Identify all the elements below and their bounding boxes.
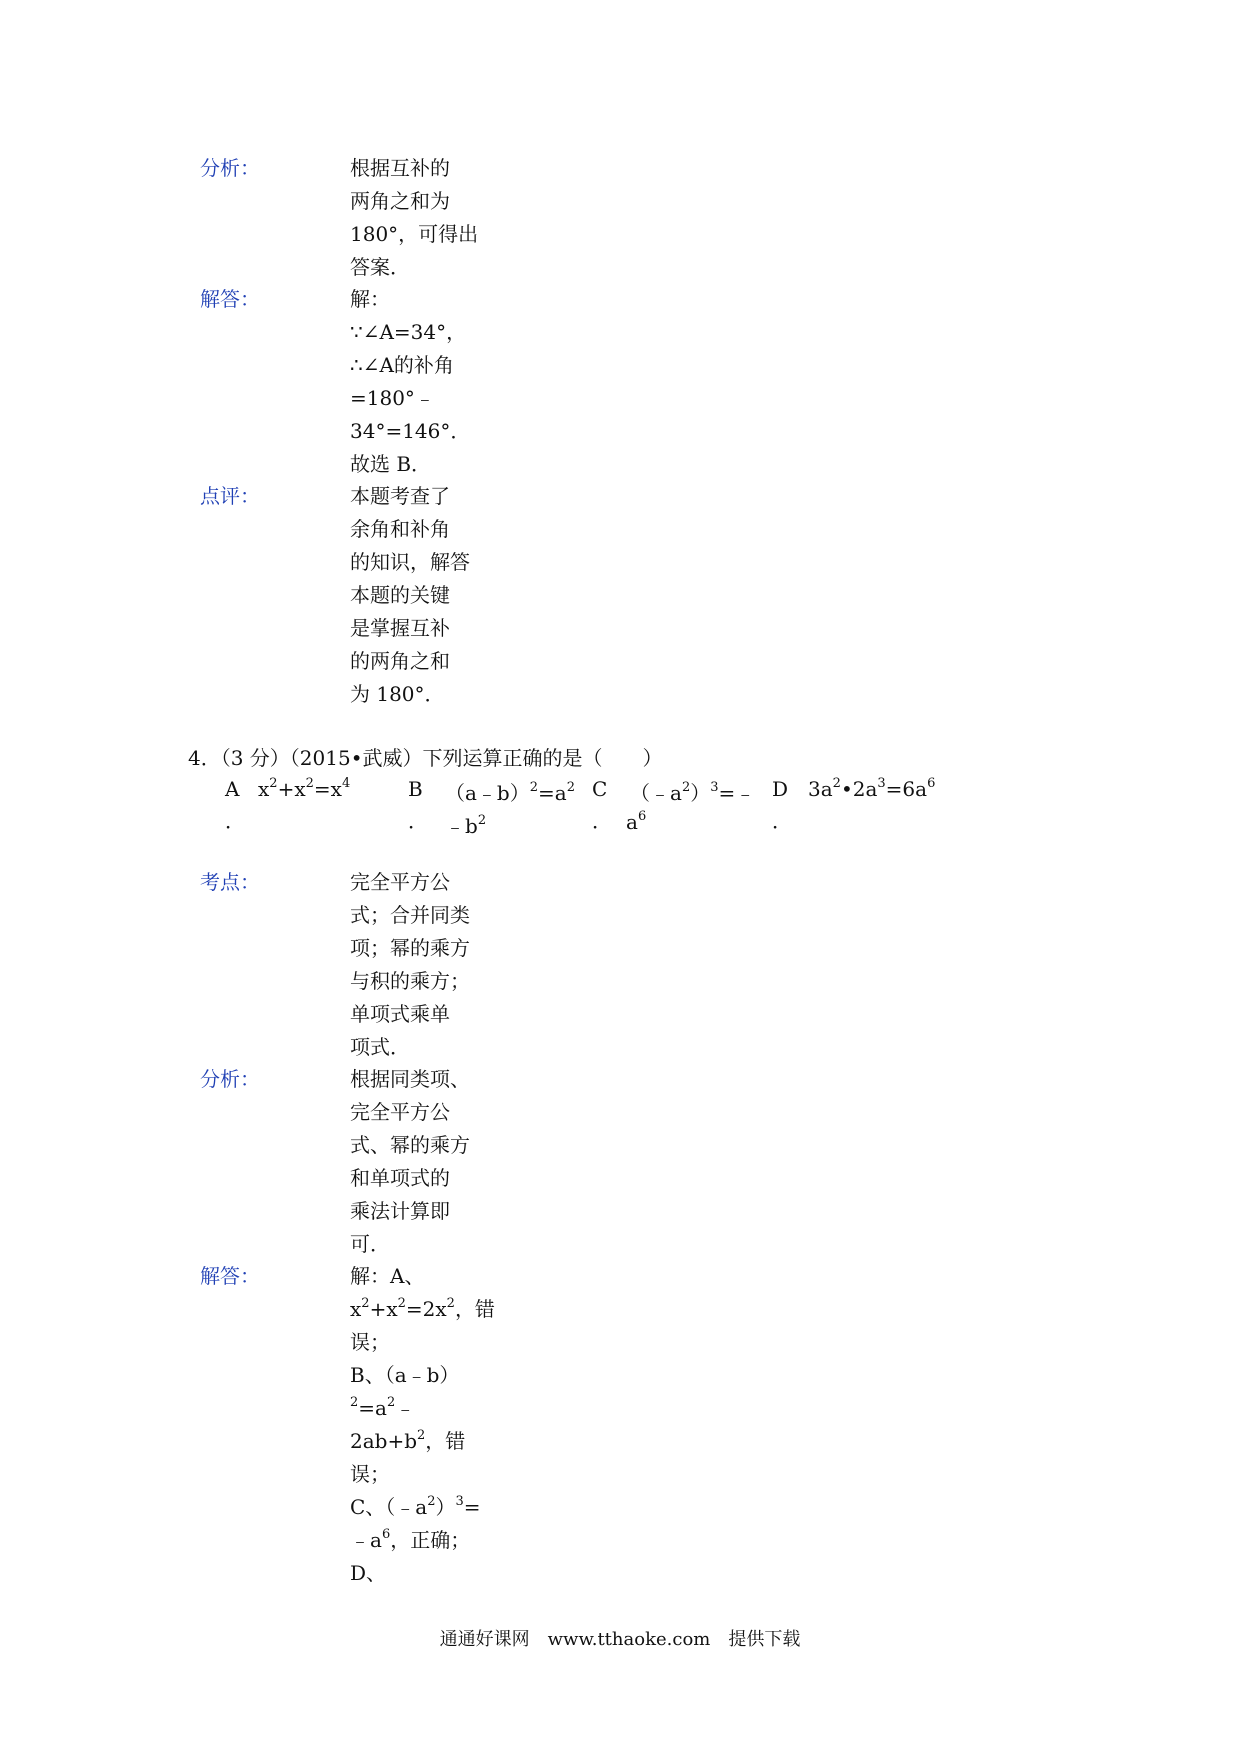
page-footer: 通通好课网 www.tthaoke.com 提供下载 [439, 1629, 801, 1650]
point-line: 单项式乘单 [350, 1002, 450, 1026]
option-c-expression-continued: $a^6$ [626, 809, 647, 834]
analysis-line: 完全平方公 [350, 1100, 450, 1124]
analysis-label: 分析： [200, 1067, 260, 1091]
option-c-dot: ． [592, 809, 612, 833]
solution-line: $x^2+x^2=2x^2$，错 [350, 1296, 495, 1321]
analysis-line: 式、幂的乘方 [350, 1133, 470, 1157]
point-line: 完全平方公 [350, 870, 450, 894]
analysis-line: 根据同类项、 [350, 1067, 470, 1091]
solution-line: 误； [350, 1330, 390, 1354]
option-c-expression: $(﹣a^2)^3=﹣$ [630, 780, 756, 805]
point-line: 与积的乘方； [350, 969, 470, 993]
comment-line: 为 180°． [350, 682, 445, 706]
solution-line: ∵∠A=34°， [350, 320, 467, 344]
solution-line: 34°=146°． [350, 419, 471, 443]
solution-line: D、 [350, 1561, 387, 1585]
analysis-line: 答案． [350, 255, 410, 279]
analysis-line: 两角之和为 [350, 189, 450, 213]
analysis-label: 分析： [200, 156, 260, 180]
solution-line: $﹣a^6$，正确； [350, 1527, 471, 1552]
analysis-line: 可． [350, 1232, 390, 1256]
option-a-letter: A [225, 777, 240, 801]
option-b-dot: ． [408, 809, 428, 833]
solution-line: 解：A、 [350, 1264, 425, 1288]
solution-label: 解答： [200, 287, 260, 311]
option-c-letter: C [592, 777, 608, 801]
solution-line: $2ab+b^2$，错 [350, 1428, 466, 1453]
comment-line: 是掌握互补 [350, 616, 450, 640]
option-a-dot: ． [225, 809, 245, 833]
point-line: 项式． [350, 1035, 410, 1059]
solution-line: 误； [350, 1462, 390, 1486]
solution-line: =180°﹣ [350, 386, 435, 410]
point-line: 项；幂的乘方 [350, 936, 470, 960]
solution-line: $^2=a^2﹣$ [350, 1395, 416, 1420]
analysis-line: 180°，可得出 [350, 222, 479, 246]
option-a-expression: $x^2+x^2=x^4$ [258, 776, 351, 801]
solution-line: B、（a﹣b） [350, 1363, 460, 1387]
option-b-expression: $(a﹣b)^2=a^2$ [445, 780, 575, 805]
option-d-letter: D [772, 777, 789, 801]
option-d-dot: ． [772, 809, 792, 833]
point-label: 考点： [200, 870, 260, 894]
comment-line: 的知识，解答 [350, 550, 470, 574]
solution-line: ∴∠A的补角 [350, 353, 454, 377]
option-d-expression: $3a^2•2a^3=6a^6$ [808, 776, 936, 801]
comment-label: 点评： [200, 484, 260, 508]
comment-line: 的两角之和 [350, 649, 450, 673]
solution-label: 解答： [200, 1264, 260, 1288]
comment-line: 余角和补角 [350, 517, 450, 541]
option-b-expression-continued: $﹣b^2$ [445, 813, 487, 838]
comment-line: 本题的关键 [350, 583, 450, 607]
analysis-line: 和单项式的 [350, 1166, 450, 1190]
solution-line: C、$(﹣a^2)^3=$ [350, 1494, 481, 1519]
solution-line: 故选 B． [350, 452, 432, 476]
solution-line: 解： [350, 287, 390, 311]
question-stem: 4．（3 分）（2015•武威）下列运算正确的是（ ） [188, 746, 663, 770]
point-line: 式；合并同类 [350, 903, 470, 927]
analysis-line: 根据互补的 [350, 156, 450, 180]
analysis-line: 乘法计算即 [350, 1199, 450, 1223]
comment-line: 本题考查了 [350, 484, 450, 508]
option-b-letter: B [408, 777, 423, 801]
